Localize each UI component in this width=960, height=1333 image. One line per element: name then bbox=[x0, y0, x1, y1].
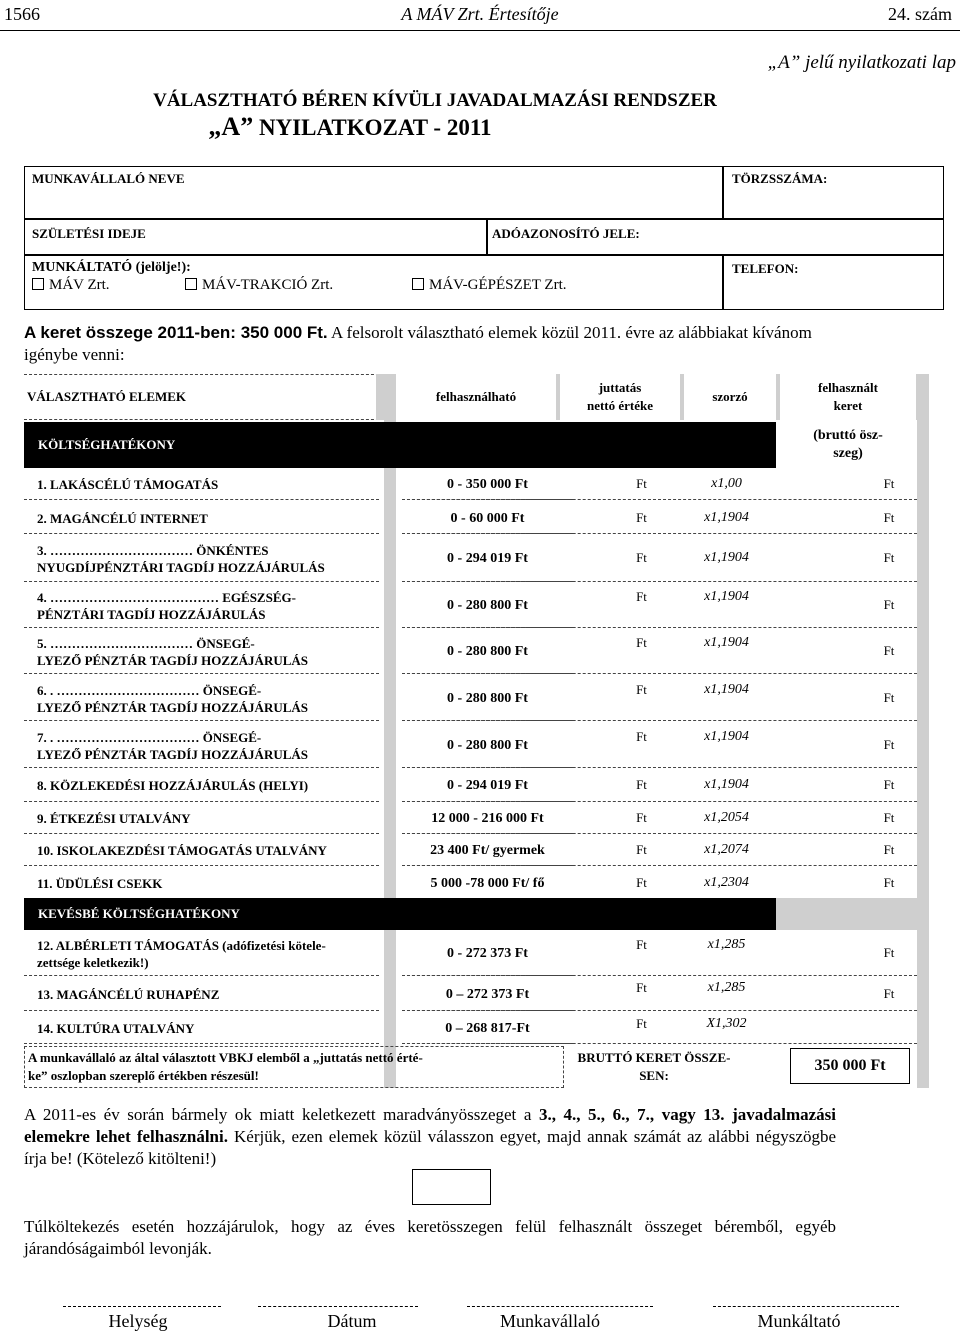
issue-number: 24. szám bbox=[888, 4, 952, 24]
birth-date-label: SZÜLETÉSI IDEJE bbox=[32, 226, 146, 241]
row-label-line1: 2. MAGÁNCÉLÚ INTERNET bbox=[37, 511, 208, 526]
row-label-line1: 8. KÖZLEKEDÉSI HOZZÁJÁRULÁS (HELYI) bbox=[37, 778, 309, 793]
table-row-multiplier: x1,2054 bbox=[704, 810, 749, 825]
row-label-line1: 13. MAGÁNCÉLÚ RUHAPÉNZ bbox=[37, 987, 220, 1002]
column-shading bbox=[917, 374, 929, 1088]
row-label-line1: 7. . …………………………… ÖNSEGÉ- bbox=[37, 729, 262, 745]
table-row-name bbox=[24, 536, 379, 582]
table-row-gross-value[interactable]: Ft bbox=[883, 690, 895, 705]
table-row-gross-value[interactable]: Ft bbox=[883, 737, 895, 752]
row-label-line2: LYEZŐ PÉNZTÁR TAGDÍJ HOZZÁJÁRULÁS bbox=[37, 746, 309, 762]
checkbox-icon[interactable] bbox=[185, 278, 197, 290]
table-row-gross-value[interactable]: Ft bbox=[883, 945, 895, 960]
table-row-name bbox=[24, 630, 379, 674]
row-divider bbox=[402, 627, 917, 628]
gross-total-value: 350 000 Ft bbox=[790, 1048, 910, 1084]
row-divider bbox=[402, 673, 917, 674]
header-rule bbox=[0, 30, 960, 31]
section-cost-effective: KÖLTSÉGHATÉKONY bbox=[24, 422, 776, 468]
row-label-line1: 4. ………………………………… EGÉSZSÉG- bbox=[37, 589, 296, 605]
row-label-line1: 3. …………………………… ÖNKÉNTES bbox=[37, 542, 269, 558]
table-row-range: 0 - 280 800 Ft bbox=[402, 724, 573, 768]
table-row-multiplier: x1,2304 bbox=[704, 875, 749, 890]
table-row-net-value[interactable]: Ft bbox=[636, 1016, 647, 1031]
table-row-gross-value[interactable]: Ft bbox=[883, 986, 895, 1001]
table-row-multiplier: X1,302 bbox=[706, 1016, 747, 1031]
row-label-line1: 12. ALBÉRLETI TÁMOGATÁS (adófizetési kötele- bbox=[37, 937, 326, 953]
budget-statement: A keret összege 2011-ben: 350 000 Ft. A felsorolt választható elemek közül 2011. évre az alábbiakat kívánom igénybe venni: bbox=[24, 323, 812, 364]
section-less-cost-effective: KEVÉSBÉ KÖLTSÉGHATÉKONY bbox=[24, 898, 776, 930]
table-row-name bbox=[24, 979, 379, 1011]
overspend-consent: Túlköltekezés esetén hozzájárulok, hogy az éves keretösszegen felül felhasznált összeget béremből, egyéb járandóságaimból levonják. bbox=[24, 1217, 836, 1258]
row-label-line1: 5. …………………………… ÖNSEGÉ- bbox=[37, 635, 255, 651]
table-row-gross-value[interactable]: Ft bbox=[883, 550, 895, 565]
footer-note: A munkavállaló az által választott VBKJ elemből a „juttatás nettó érté- ke” oszlopban szereplő értékben részesül! bbox=[24, 1046, 564, 1088]
employee-name-label: MUNKAVÁLLALÓ NEVE bbox=[32, 171, 185, 186]
table-row-name bbox=[24, 724, 379, 768]
table-row-gross-value[interactable]: Ft bbox=[883, 810, 895, 825]
table-row-multiplier: x1,1904 bbox=[704, 777, 749, 792]
table-row-gross-value[interactable]: Ft bbox=[883, 777, 895, 792]
row-label-line1: 6. . …………………………… ÖNSEGÉ- bbox=[37, 682, 262, 698]
section-shading bbox=[776, 898, 917, 930]
table-row-range: 0 - 280 800 Ft bbox=[402, 584, 573, 628]
table-row-name bbox=[24, 677, 379, 721]
table-row-net-value[interactable]: Ft bbox=[636, 810, 647, 825]
table-row-range: 12 000 - 216 000 Ft bbox=[402, 804, 573, 834]
table-row-net-value[interactable]: Ft bbox=[636, 635, 647, 650]
header-used: felhasznált keret bbox=[780, 374, 916, 420]
table-row-net-value[interactable]: Ft bbox=[636, 550, 647, 565]
row-divider bbox=[402, 833, 917, 834]
row-divider bbox=[402, 1010, 917, 1011]
checkbox-icon[interactable] bbox=[32, 278, 44, 290]
table-row-range: 5 000 -78 000 Ft/ fő bbox=[402, 869, 573, 899]
table-row-net-value[interactable]: Ft bbox=[636, 476, 647, 491]
table-row-name bbox=[24, 584, 379, 628]
table-row-net-value[interactable]: Ft bbox=[636, 589, 647, 604]
tax-id-label: ADÓAZONOSÍTÓ JELE: bbox=[492, 226, 640, 241]
table-row-multiplier: x1,285 bbox=[707, 937, 746, 952]
table-row-multiplier: x1,285 bbox=[707, 980, 746, 995]
checkbox-icon[interactable] bbox=[412, 278, 424, 290]
table-row-multiplier: x1,1904 bbox=[704, 589, 749, 604]
table-row-range: 0 - 294 019 Ft bbox=[402, 536, 573, 582]
table-row-range: 0 - 350 000 Ft bbox=[402, 470, 573, 500]
row-divider bbox=[402, 499, 917, 500]
row-label-line1: 9. ÉTKEZÉSI UTALVÁNY bbox=[37, 811, 191, 826]
table-row-net-value[interactable]: Ft bbox=[636, 980, 647, 995]
signature-label-employer: Munkáltató bbox=[757, 1311, 841, 1331]
table-row-name bbox=[24, 1014, 379, 1044]
header-gross: (bruttó ösz- szeg) bbox=[813, 428, 883, 461]
table-row-name bbox=[24, 869, 379, 899]
employer-option-mav[interactable]: MÁV Zrt. bbox=[32, 277, 110, 294]
signature-line-employee bbox=[467, 1306, 653, 1307]
row-label-line2: LYEZŐ PÉNZTÁR TAGDÍJ HOZZÁJÁRULÁS bbox=[37, 652, 309, 668]
row-label-line2: zettsége keletkezik!) bbox=[37, 954, 149, 970]
table-row-net-value[interactable]: Ft bbox=[636, 937, 647, 952]
table-row-range: 0 - 280 800 Ft bbox=[402, 677, 573, 721]
table-row-gross-value[interactable]: Ft bbox=[883, 510, 895, 525]
row-label-line1: 1. LAKÁSCÉLÚ TÁMOGATÁS bbox=[37, 477, 219, 492]
row-divider bbox=[402, 801, 917, 802]
header-benefit: juttatás nettó értéke bbox=[560, 374, 680, 420]
table-row-name bbox=[24, 470, 379, 500]
phone-label: TELEFON: bbox=[732, 261, 799, 276]
table-row-net-value[interactable]: Ft bbox=[636, 842, 647, 857]
table-row-name bbox=[24, 932, 379, 976]
table-row-range: 0 - 60 000 Ft bbox=[402, 504, 573, 534]
table-row-multiplier: x1,1904 bbox=[704, 635, 749, 650]
signature-label-date: Dátum bbox=[327, 1311, 377, 1331]
row-divider bbox=[402, 581, 917, 582]
row-label-line1: 11. ÜDÜLÉSI CSEKK bbox=[37, 876, 163, 891]
table-row-net-value[interactable]: Ft bbox=[636, 875, 647, 890]
table-row-range: 0 - 280 800 Ft bbox=[402, 630, 573, 674]
table-row-multiplier: x1,2074 bbox=[704, 842, 749, 857]
column-shading bbox=[384, 374, 396, 1088]
employer-option-gepeszet[interactable]: MÁV-GÉPÉSZET Zrt. bbox=[412, 277, 567, 294]
row-divider bbox=[402, 767, 917, 768]
gross-total-label: BRUTTÓ KERET ÖSSZE- SEN: bbox=[577, 1050, 731, 1083]
table-row-gross-value[interactable]: Ft bbox=[883, 476, 895, 491]
header-elements: VÁLASZTHATÓ ELEMEK bbox=[24, 374, 384, 420]
table-row-name bbox=[24, 804, 379, 834]
row-label-line1: 10. ISKOLAKEZDÉSI TÁMOGATÁS UTALVÁNY bbox=[37, 843, 327, 858]
header-multiplier: szorzó bbox=[684, 374, 776, 420]
row-divider bbox=[402, 720, 917, 721]
table-row-net-value[interactable]: Ft bbox=[636, 510, 647, 525]
table-row-name bbox=[24, 504, 379, 534]
signature-line-place bbox=[63, 1306, 221, 1307]
reg-number-label: TÖRZSSZÁMA: bbox=[732, 171, 828, 186]
table-row-multiplier: x1,00 bbox=[711, 476, 742, 491]
row-label-line2: NYUGDÍJPÉNZTÁRI TAGDÍJ HOZZÁJÁRULÁS bbox=[37, 559, 325, 575]
row-label-line1: 14. KULTÚRA UTALVÁNY bbox=[37, 1021, 195, 1036]
table-row-name bbox=[24, 836, 379, 866]
row-divider bbox=[402, 865, 917, 866]
row-label-line2: PÉNZTÁRI TAGDÍJ HOZZÁJÁRULÁS bbox=[37, 606, 266, 622]
header-usable: felhasználható bbox=[396, 374, 556, 420]
table-row-net-value[interactable]: Ft bbox=[636, 729, 647, 744]
table-row-multiplier: x1,1904 bbox=[704, 729, 749, 744]
table-row-range: 0 – 272 373 Ft bbox=[402, 979, 573, 1011]
table-row-gross-value[interactable]: Ft bbox=[883, 643, 895, 658]
table-row-range: 0 - 294 019 Ft bbox=[402, 770, 573, 802]
table-row-range: 0 - 272 373 Ft bbox=[402, 932, 573, 976]
table-row-range: 23 400 Ft/ gyermek bbox=[402, 836, 573, 866]
signature-label-place: Helység bbox=[108, 1311, 168, 1331]
benefit-table bbox=[24, 374, 929, 1088]
row-divider bbox=[402, 975, 917, 976]
table-row-multiplier: x1,1904 bbox=[704, 510, 749, 525]
table-row-gross-value[interactable]: Ft bbox=[883, 597, 895, 612]
form-title: VÁLASZTHATÓ BÉREN KÍVÜLI JAVADALMAZÁSI RENDSZER bbox=[153, 90, 717, 111]
signature-label-employee: Munkavállaló bbox=[500, 1311, 600, 1331]
table-row-multiplier: x1,1904 bbox=[704, 550, 749, 565]
row-divider bbox=[402, 1043, 917, 1044]
table-row-net-value[interactable]: Ft bbox=[636, 682, 647, 697]
employer-option-trakcio[interactable]: MÁV-TRAKCIÓ Zrt. bbox=[185, 277, 333, 294]
employer-label: MUNKÁLTATÓ (jelölje!): bbox=[32, 260, 191, 275]
row-divider bbox=[402, 533, 917, 534]
table-row-gross-value[interactable]: Ft bbox=[883, 875, 895, 890]
table-row-gross-value[interactable]: Ft bbox=[883, 842, 895, 857]
table-row-name bbox=[24, 770, 379, 802]
page-number: 1566 bbox=[4, 4, 40, 24]
row-label-line2: LYEZŐ PÉNZTÁR TAGDÍJ HOZZÁJÁRULÁS bbox=[37, 699, 309, 715]
remainder-item-input[interactable] bbox=[412, 1169, 491, 1205]
signature-line-employer bbox=[713, 1306, 899, 1307]
remainder-instructions: A 2011-es év során bármely ok miatt keletkezett maradványösszeget a 3., 4., 5., 6., 7., vagy 13. javadalmazási elemekre lehet felhasználni. Kérjük, ezen elemek közül válasszon egyet, majd annak számát az alábbi négyszögbe írja be! (Kötelező kitölteni!) bbox=[24, 1105, 837, 1168]
table-row-multiplier: x1,1904 bbox=[704, 682, 749, 697]
table-row-range: 0 – 268 817-Ft bbox=[402, 1014, 573, 1044]
form-subtitle: „A” NYILATKOZAT - 2011 bbox=[208, 112, 492, 141]
table-row-net-value[interactable]: Ft bbox=[636, 777, 647, 792]
sheet-label: „A” jelű nyilatkozati lap bbox=[767, 52, 956, 73]
signature-line-date bbox=[258, 1306, 418, 1307]
publication-title: A MÁV Zrt. Értesítője bbox=[401, 4, 559, 24]
